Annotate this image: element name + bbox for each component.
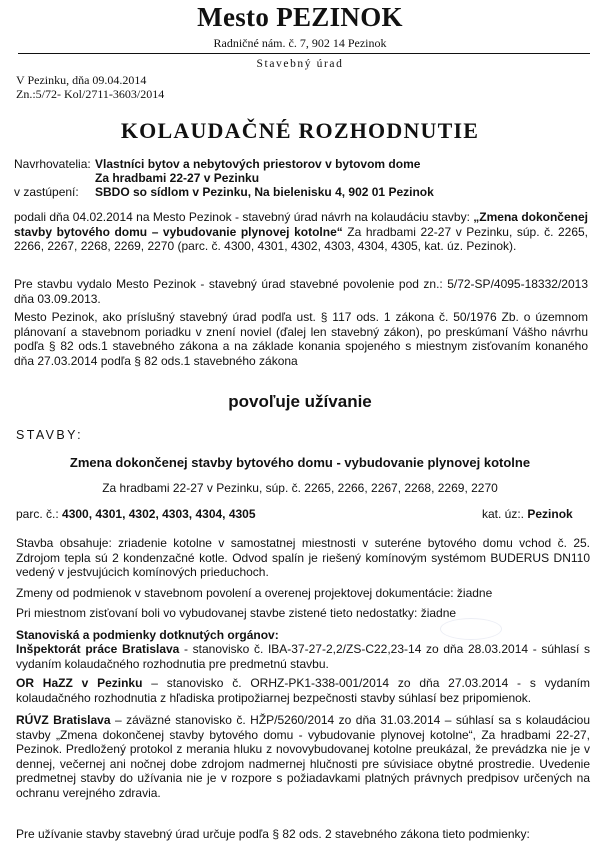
closing-paragraph: Pre užívanie stavby stavebný úrad určuje podľa § 82 ods. 2 stavebného zákona tieto podmienky: xyxy=(16,827,530,841)
parcel-values: 4300, 4301, 4302, 4303, 4304, 4305 xyxy=(62,507,256,521)
public-health-opinion xyxy=(16,713,590,800)
place-date: V Pezinku, dňa 09.04.2014 xyxy=(16,73,147,87)
proposal-text-tail: Za hradbami 22-27 v Pezinku, súp. č. 2265, 2266, 2267, 2268, 2269, 2270 (parc. č. 4300, 4301, 4302, 4303, 4304, 4305, kat. úz. Pezinok). xyxy=(14,224,589,253)
cadastral-value: Pezinok xyxy=(527,507,573,521)
building-contents-paragraph: Stavba obsahuje: zriadenie kotolne v samostatnej miestnosti v suteréne bytového domu vchod č. 25. Zdrojom tepla sú 2 kondenzačné kotle. Odvod spalín je riešený komínovým systémom BUDERUS DN110 vedený v jestvujúcich komínových prieduchoch. xyxy=(16,536,590,579)
dateline xyxy=(16,73,164,101)
cadastral-line xyxy=(482,507,573,521)
representative-label: v zastúpení: xyxy=(14,185,79,199)
cadastral-label: kat. úz:. xyxy=(482,507,528,521)
representative-value: SBDO so sídlom v Pezinku, Na bielenisku 4, 902 01 Pezinok xyxy=(95,185,434,199)
building-permit-paragraph: Pre stavbu vydalo Mesto Pezinok - stavebný úrad stavebné povolenie pod zn.: 5/72-SP/4095-18332/2013 dňa 03.09.2013. xyxy=(14,277,588,306)
deficiencies-paragraph: Pri miestnom zisťovaní boli vo vybudovanej stavbe zistené tieto nedostatky: žiadne xyxy=(16,606,457,620)
parcel-line xyxy=(16,507,256,521)
applicant-name-line2: Za hradbami 22-27 v Pezinku xyxy=(95,171,260,185)
public-health-text: – záväzné stanovisko č. HŽP/5260/2014 zo dňa 31.03.2014 – súhlasí sa s kolaudáciou stavby „Zmena dokončenej stavby bytového domu - vybudovanie plynovej kotolne“, Za hradbami 22-27, Pezinok. Predložený protokol z merania hluku z novovybudovanej kotolne preukázal, že prevádzka nie je v dennej, večernej ani nočnej dobe zdrojom nadmernej hlučnosti pre súvisiace obytné prostredie. Uvedenie predmetnej stavby do užívania nie je v rozpore s požiadavkami platných právnych predpisov určených na ochranu verejného zdravia. xyxy=(16,713,590,800)
reference-number: Zn.:5/72- Kol/2711-3603/2014 xyxy=(16,87,165,101)
parcel-label: parc. č.: xyxy=(16,507,63,521)
fire-rescue-text: – stanovisko č. ORHZ-PK1-338-001/2014 zo dňa 27.03.2014 - s vydaním kolaudačného rozhodnutia z hľadiska protipožiarnej bezpečnosti stavby súhlasí bez pripomienok. xyxy=(16,676,590,705)
proposal-text: podali dňa 04.02.2014 na Mesto Pezinok - stavebný úrad návrh na kolaudáciu stavby: xyxy=(14,210,474,224)
labour-inspectorate-text: - stanovisko č. IBA-37-27-2,2/ZS-C22,23-14 zo dňa 28.03.2014 - súhlasí s vydaním kolaudačného rozhodnutia pre predmetnú stavbu. xyxy=(16,642,590,671)
opinions-heading: Stanoviská a podmienky dotknutých orgánov: xyxy=(16,628,279,642)
applicant-name-line1: Vlastníci bytov a nebytových priestorov v bytovom dome xyxy=(95,157,421,171)
building-address: Za hradbami 22-27 v Pezinku, súp. č. 2265, 2266, 2267, 2268, 2269, 2270 xyxy=(102,481,498,495)
fire-rescue-opinion xyxy=(16,676,590,705)
proposal-building-name: „Zmena dokončenej stavby bytového domu – vybudovanie plynovej kotolne“ xyxy=(14,210,588,239)
applicant-label: Navrhovatelia: xyxy=(14,157,91,171)
org-address: Radničné nám. č. 7, 902 14 Pezinok xyxy=(213,36,387,50)
document-title: KOLAUDAČNÉ ROZHODNUTIE xyxy=(120,118,480,143)
fire-rescue-name: OR HaZZ v Pezinku xyxy=(16,676,143,690)
proposal-paragraph xyxy=(14,210,588,254)
building-name: Zmena dokončenej stavby bytového domu - vybudovanie plynovej kotolne xyxy=(69,455,531,470)
changes-paragraph: Zmeny od podmienok v stavebnom povolení a overenej projektovej dokumentácie: žiadne xyxy=(16,586,493,600)
authority-paragraph: Mesto Pezinok, ako príslušný stavebný úrad podľa ust. § 117 ods. 1 zákona č. 50/1976 Zb. o územnom plánovaní a stavebnom poriadku v znení noviel (ďalej len stavebný zákon), po preskúmaní Vášho návrhu podľa § 82 ods.1 stavebného zákona a na základe konania spojeného s miestnym zisťovaním konaného dňa 27.03.2014 podľa § 82 ods.1 stavebného zákona xyxy=(14,310,588,368)
stavby-label: STAVBY: xyxy=(16,428,84,442)
permit-heading: povoľuje užívanie xyxy=(228,392,372,411)
department-name: Stavebný úrad xyxy=(256,58,344,70)
org-name: Mesto PEZINOK xyxy=(197,2,403,32)
public-health-name: RÚVZ Bratislava xyxy=(16,713,111,727)
labour-inspectorate-name: Inšpektorát práce Bratislava xyxy=(16,642,180,656)
labour-inspectorate-opinion xyxy=(16,642,590,671)
header-divider xyxy=(18,53,590,54)
